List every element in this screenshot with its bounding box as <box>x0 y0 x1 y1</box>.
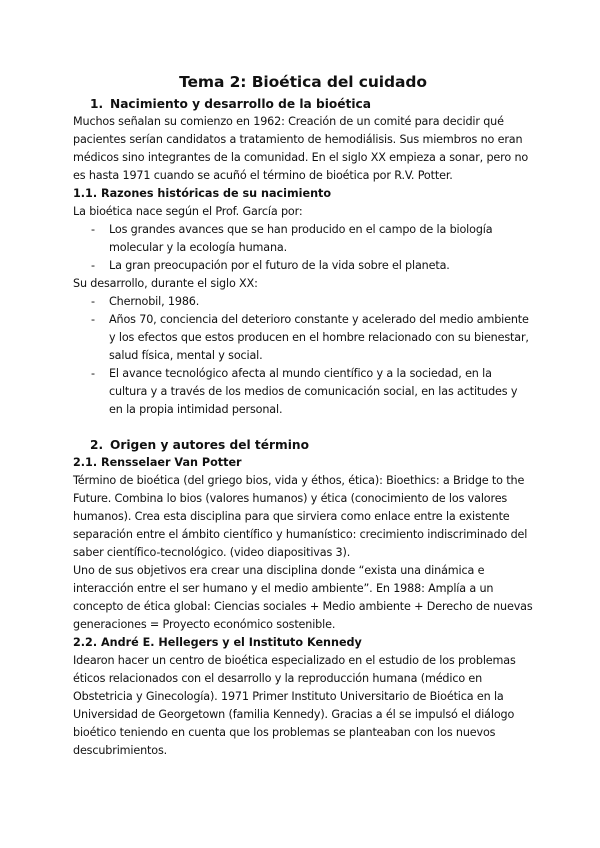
reasons-list <box>73 221 533 275</box>
development-list <box>73 293 533 419</box>
subsection-2-1-paragraph-1: Término de bioética (del griego bios, vida y éthos, ética): Bioethics: a Bridge to the Future. Combina lo bios (valores humanos) y ética (conocimiento de los valores humanos). Crea esta disciplina para que sirviera como enlace entre la existente separación entre el ámbito científico y humanístico: crecimiento indiscriminado del saber científico-tecnológico. (video diapositivas 3). <box>73 474 528 559</box>
subsection-2-1-paragraph-2: Uno de sus objetivos era crear una disciplina donde “exista una dinámica e interacción entre el ser humano y el medio ambiente”. En 1988: Amplía a un concepto de ética global: Ciencias sociales + Medio ambiente + Derecho de nuevas generaciones = Proyecto económico sostenible. <box>73 564 533 631</box>
list-item <box>73 221 533 257</box>
section-1-heading-text: Nacimiento y desarrollo de la bioética <box>110 97 371 111</box>
list-item-text: Chernobil, 1986. <box>109 295 200 308</box>
list-item-text: Años 70, conciencia del deterioro constante y acelerado del medio ambiente y los efectos que estos producen en el hombre relacionado con su bienestar, salud física, mental y social. <box>109 313 529 362</box>
document-page <box>73 72 533 760</box>
subsection-2-1-heading: 2.1. Rensselaer Van Potter <box>73 456 242 469</box>
list-item-text: La gran preocupación por el futuro de la vida sobre el planeta. <box>109 259 450 272</box>
list-item-text: Los grandes avances que se han producido en el campo de la biología molecular y la ecología humana. <box>109 223 493 254</box>
section-2-heading-text: Origen y autores del término <box>110 438 309 452</box>
subsection-1-1-lead: La bioética nace según el Prof. García por: <box>73 205 303 218</box>
list-dash: - <box>91 367 95 380</box>
subsection-2-2-paragraph-1: Idearon hacer un centro de bioética especializado en el estudio de los problemas éticos relacionados con el desarrollo y la reproducción humana (médico en Obstetricia y Ginecología). 1971 Primer Instituto Universitario de Bioética en la Universidad de Georgetown (familia Kennedy). Gracias a él se impulsó el diálogo bioético teniendo en cuenta que los problemas se planteaban con los nuevos descubrimientos. <box>73 654 516 757</box>
list-dash: - <box>91 259 95 272</box>
document-title: Tema 2: Bioética del cuidado <box>179 73 427 91</box>
list-item <box>73 293 533 311</box>
section-1-number: 1. <box>90 97 104 111</box>
section-1-intro: Muchos señalan su comienzo en 1962: Creación de un comité para decidir qué pacientes serían candidatos a tratamiento de hemodiálisis. Sus miembros no eran médicos sino integrantes de la comunidad. En el siglo XX empieza a sonar, pero no es hasta 1971 cuando se acuñó el término de bioética por R.V. Potter. <box>73 115 529 182</box>
subsection-1-1-heading: 1.1. Razones históricas de su nacimiento <box>73 187 332 200</box>
subsection-1-1-lead-2: Su desarrollo, durante el siglo XX: <box>73 277 258 290</box>
section-1-heading <box>73 95 533 113</box>
list-item <box>73 257 533 275</box>
subsection-2-2-heading: 2.2. André E. Hellegers y el Instituto Kennedy <box>73 636 362 649</box>
list-item <box>73 311 533 365</box>
section-2-number: 2. <box>90 438 104 452</box>
list-dash: - <box>91 313 95 326</box>
section-spacer <box>73 419 533 436</box>
list-item <box>73 365 533 419</box>
section-2-heading <box>73 436 533 454</box>
list-item-text: El avance tecnológico afecta al mundo científico y a la sociedad, en la cultura y a través de los medios de comunicación social, en las actitudes y en la propia intimidad personal. <box>109 367 518 416</box>
list-dash: - <box>91 295 95 308</box>
list-dash: - <box>91 223 95 236</box>
